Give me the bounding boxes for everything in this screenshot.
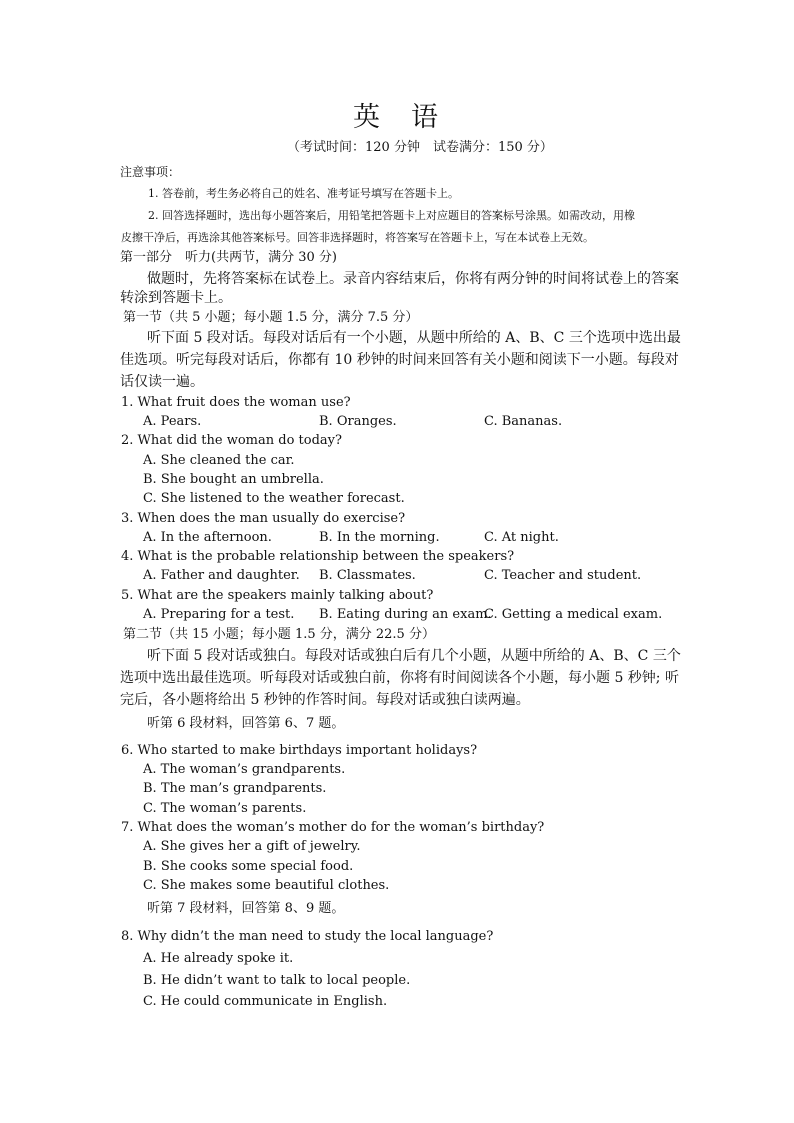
question-1-option-c: C. Bananas. xyxy=(484,414,563,429)
question-4-option-c: C. Teacher and student. xyxy=(484,568,642,583)
material-7-instruction: 听第 7 段材料，回答第 8、9 题。 xyxy=(147,901,345,916)
question-5-option-c: C. Getting a medical exam. xyxy=(484,607,663,622)
section2-intro-line-1: 听下面 5 段对话或独白。每段对话或独白后有几个小题，从题中所给的 A、B、C 三个 xyxy=(147,648,681,664)
question-5-option-b: B. Eating during an exam. xyxy=(319,607,492,622)
question-5-option-a: A. Preparing for a test. xyxy=(143,607,295,622)
question-8-option-b: B. He didn’t want to talk to local people. xyxy=(143,973,411,988)
question-5: 5. What are the speakers mainly talking about? xyxy=(121,588,434,603)
section2-heading: 第二节（共 15 小题；每小题 1.5 分，满分 22.5 分） xyxy=(123,627,435,642)
question-3-option-c: C. At night. xyxy=(484,530,559,545)
page-title: 英 语 xyxy=(353,102,440,133)
question-2-option-a: A. She cleaned the car. xyxy=(143,453,295,468)
notice-item-2-line-2: 皮擦干净后，再选涂其他答案标号。回答非选择题时，将答案写在答题卡上，写在本试卷上无效。 xyxy=(121,231,594,244)
exam-info: （考试时间：120 分钟 试卷满分：150 分） xyxy=(287,140,553,155)
question-3: 3. When does the man usually do exercise? xyxy=(121,511,406,526)
question-8: 8. Why didn’t the man need to study the local language? xyxy=(121,929,494,944)
question-7: 7. What does the woman’s mother do for the woman’s birthday? xyxy=(121,820,545,835)
section2-intro-line-2: 选项中选出最佳选项。听每段对话或独白前，你将有时间阅读各个小题，每小题 5 秒钟; 听 xyxy=(120,670,679,686)
part1-intro-line-1: 做题时，先将答案标在试卷上。录音内容结束后，你将有两分钟的时间将试卷上的答案 xyxy=(147,271,679,287)
notice-heading: 注意事项： xyxy=(120,165,181,179)
question-8-option-c: C. He could communicate in English. xyxy=(143,994,388,1009)
section1-intro-line-2: 佳选项。听完每段对话后，你都有 10 秒钟的时间来回答有关小题和阅读下一小题。每段对 xyxy=(120,352,679,368)
question-4: 4. What is the probable relationship between the speakers? xyxy=(121,549,515,564)
question-6-option-a: A. The woman’s grandparents. xyxy=(143,762,346,777)
section1-intro-line-3: 话仅读一遍。 xyxy=(120,374,204,390)
question-1-option-b: B. Oranges. xyxy=(319,414,397,429)
question-8-option-a: A. He already spoke it. xyxy=(143,951,294,966)
question-2-option-c: C. She listened to the weather forecast. xyxy=(143,491,405,506)
part1-heading: 第一部分 听力(共两节，满分 30 分) xyxy=(120,250,337,265)
section2-intro-line-3: 完后，各小题将给出 5 秒钟的作答时间。每段对话或独白读两遍。 xyxy=(120,692,530,708)
material-6-instruction: 听第 6 段材料，回答第 6、7 题。 xyxy=(147,716,345,731)
question-7-option-c: C. She makes some beautiful clothes. xyxy=(143,878,390,893)
question-6-option-b: B. The man’s grandparents. xyxy=(143,781,327,796)
section1-intro-line-1: 听下面 5 段对话。每段对话后有一个小题，从题中所给的 A、B、C 三个选项中选出最 xyxy=(147,330,681,346)
question-7-option-a: A. She gives her a gift of jewelry. xyxy=(143,839,361,854)
question-1-option-a: A. Pears. xyxy=(143,414,202,429)
notice-item-2-line-1: 2. 回答选择题时，选出每小题答案后，用铅笔把答题卡上对应题目的答案标号涂黑。如需改动，用橡 xyxy=(148,209,635,222)
question-7-option-b: B. She cooks some special food. xyxy=(143,859,354,874)
question-3-option-b: B. In the morning. xyxy=(319,530,440,545)
question-6-option-c: C. The woman’s parents. xyxy=(143,801,307,816)
section1-heading: 第一节（共 5 小题；每小题 1.5 分，满分 7.5 分） xyxy=(123,310,419,325)
notice-item-1: 1. 答卷前，考生务必将自己的姓名、准考证号填写在答题卡上。 xyxy=(148,187,459,200)
part1-intro-line-2: 转涂到答题卡上。 xyxy=(120,290,232,306)
question-4-option-b: B. Classmates. xyxy=(319,568,416,583)
question-1: 1. What fruit does the woman use? xyxy=(121,395,351,410)
question-2-option-b: B. She bought an umbrella. xyxy=(143,472,324,487)
question-4-option-a: A. Father and daughter. xyxy=(143,568,300,583)
question-3-option-a: A. In the afternoon. xyxy=(143,530,272,545)
question-6: 6. Who started to make birthdays important holidays? xyxy=(121,743,478,758)
question-2: 2. What did the woman do today? xyxy=(121,433,342,448)
